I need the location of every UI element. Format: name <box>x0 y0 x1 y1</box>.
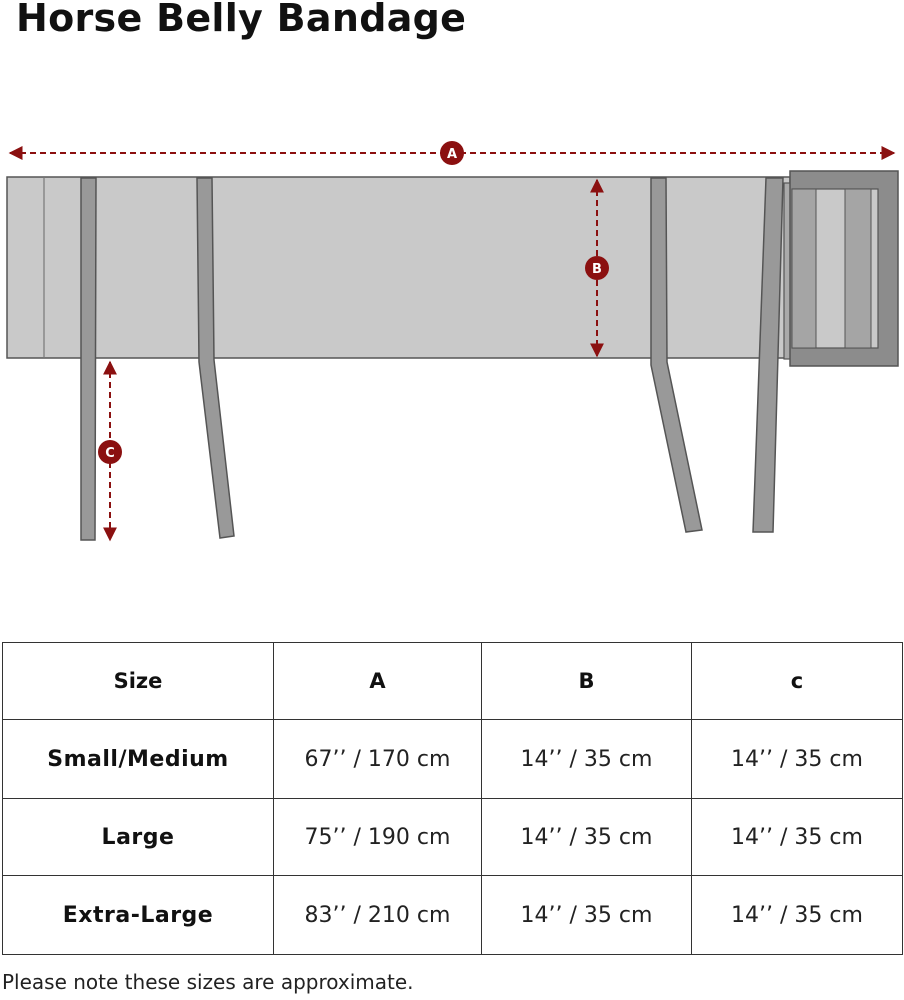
bandage-diagram <box>0 120 904 560</box>
value-a: 75’’ / 190 cm <box>274 799 482 876</box>
value-a: 83’’ / 210 cm <box>274 876 482 955</box>
table-row <box>3 720 903 799</box>
size-name: Large <box>3 799 274 876</box>
dimension-c-marker <box>98 440 122 464</box>
header-b: B <box>482 643 692 720</box>
header-c: c <box>692 643 903 720</box>
svg-text:A: A <box>446 147 458 162</box>
buckle <box>784 171 898 366</box>
size-table <box>2 642 903 955</box>
size-name: Small/Medium <box>3 720 274 799</box>
table-row <box>3 876 903 955</box>
value-a: 67’’ / 170 cm <box>274 720 482 799</box>
svg-text:C: C <box>105 446 115 461</box>
size-name: Extra-Large <box>3 876 274 955</box>
value-c: 14’’ / 35 cm <box>692 876 903 955</box>
value-b: 14’’ / 35 cm <box>482 799 692 876</box>
dimension-b-marker <box>585 256 609 280</box>
bandage-body <box>7 177 790 358</box>
dimension-a-marker <box>440 141 464 165</box>
table-row <box>3 799 903 876</box>
header-size: Size <box>3 643 274 720</box>
header-a: A <box>274 643 482 720</box>
value-c: 14’’ / 35 cm <box>692 720 903 799</box>
strap-1 <box>81 178 96 540</box>
size-table-header <box>3 643 903 720</box>
value-b: 14’’ / 35 cm <box>482 876 692 955</box>
value-c: 14’’ / 35 cm <box>692 799 903 876</box>
page-title: Horse Belly Bandage <box>16 0 467 40</box>
value-b: 14’’ / 35 cm <box>482 720 692 799</box>
svg-text:B: B <box>592 262 602 277</box>
size-note: Please note these sizes are approximate. <box>2 970 414 994</box>
